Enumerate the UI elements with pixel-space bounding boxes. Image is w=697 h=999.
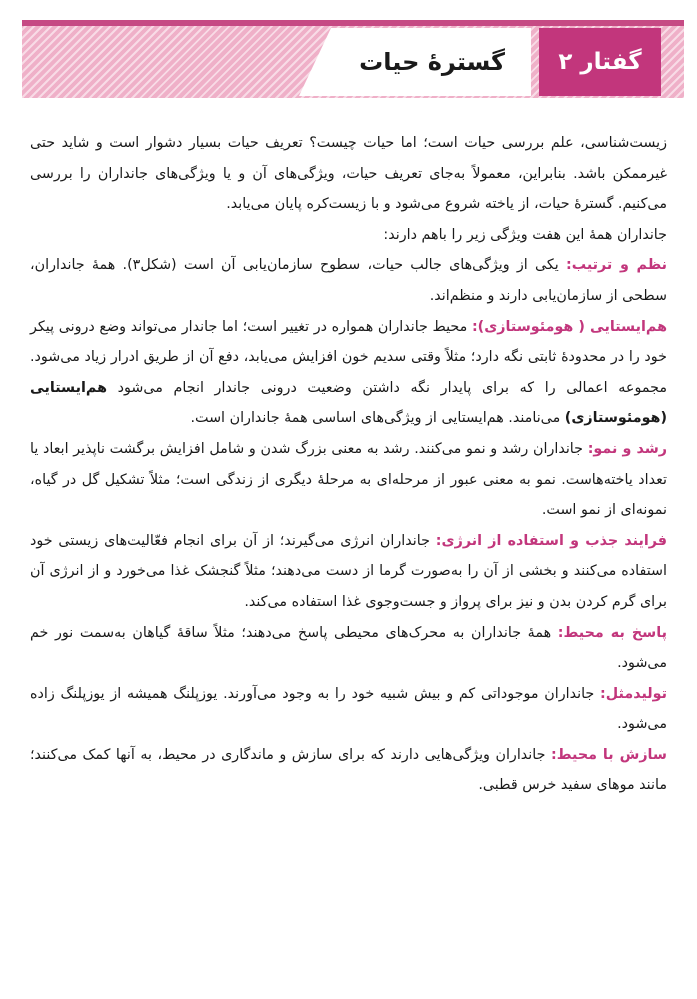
- text-response: همهٔ جانداران به محرک‌های محیطی پاسخ می‌دهند؛ مثلاً ساقهٔ گیاهان به‌سمت نور خم می‌شود.: [30, 624, 667, 672]
- text-adaptation: جانداران ویژگی‌هایی دارند که برای سازش و ماندگاری در محیط، به آنها کمک می‌کنند؛ مانند موهای سفید خرس قطبی.: [30, 746, 667, 794]
- paragraph-energy: [30, 526, 667, 618]
- text-order: یکی از ویژگی‌های جالب حیات، سطوح سازمان‌یابی آن است (شکل۳). همهٔ جانداران، سطحی از سازمان‌یابی دارند و منظم‌اند.: [30, 257, 667, 304]
- lead-paragraph: جانداران همهٔ این هفت ویژگی زیر را باهم دارند:: [383, 226, 667, 243]
- term-reproduction: تولیدمثل:: [600, 685, 667, 702]
- paragraph-growth: [30, 434, 667, 526]
- paragraph-reproduction: [30, 679, 667, 740]
- chapter-label: گفتار ۲: [558, 49, 642, 75]
- term-order: نظم و ترتیب:: [565, 257, 667, 274]
- bold-term-homeostasis: هم‌ایستایی (هومئوستازی): [30, 379, 667, 427]
- text-homeostasis-a: محیط جانداران همواره در تغییر است؛ اما جاندار می‌تواند وضع درونی پیکر خود را در محدودهٔ ثابتی نگه دارد؛ مثلاً وقتی سدیم خون افزایش می‌یابد، دفع آن از طریق ادرار زیاد می‌شود. مجموعه اعمالی را که برای پایدار نگه داشتن وضعیت درونی جاندار انجام می‌شود: [30, 318, 667, 396]
- intro-paragraph: زیست‌شناسی، علم بررسی حیات است؛ اما حیات چیست؟ تعریف حیات بسیار دشوار است و شاید حتی غیرممکن باشد. بنابراین، معمولاً به‌جای تعریف حیات، ویژگی‌های آن و یا ویژگی‌های جانداران را بررسی می‌کنیم. گسترهٔ حیات، از یاخته شروع می‌شود و با زیست‌کره پایان می‌یابد.: [30, 135, 667, 213]
- chapter-label-box: [539, 28, 661, 96]
- term-growth: رشد و نمو:: [587, 440, 667, 457]
- text-reproduction: جانداران موجوداتی کم و بیش شبیه خود را به وجود می‌آورند. یوزپلنگ همیشه از یوزپلنگ زاده می‌شود.: [30, 685, 667, 733]
- header-top-line: [22, 20, 684, 26]
- paragraph-homeostasis: [30, 312, 667, 434]
- chapter-title-box: [331, 28, 531, 96]
- body-text: [30, 128, 667, 801]
- term-energy: فرایند جذب و استفاده از انرژی:: [435, 532, 668, 549]
- text-growth: جانداران رشد و نمو می‌کنند. رشد به معنی بزرگ شدن و شامل افزایش برگشت ناپذیر ابعاد یا تعداد یاخته‌هاست. نمو به معنی عبور از مرحله‌ای به مرحلهٔ دیگری از زندگی است؛ مثلاً تشکیل گل در گیاه، نمونه‌ای از نمو است.: [30, 440, 667, 519]
- text-homeostasis-b: می‌نامند. هم‌ایستایی از ویژگی‌های اساسی همهٔ جانداران است.: [190, 410, 565, 427]
- term-homeostasis: هم‌ایستایی ( هومئوستازی):: [471, 318, 667, 335]
- term-adaptation: سازش با محیط:: [550, 746, 667, 763]
- chapter-title: گسترهٔ حیات: [359, 48, 505, 76]
- term-response: پاسخ به محیط:: [557, 624, 667, 641]
- paragraph-order: [30, 250, 667, 311]
- paragraph-adaptation: [30, 740, 667, 801]
- text-energy: جانداران انرژی می‌گیرند؛ از آن برای انجام فعّالیت‌های زیستی خود استفاده می‌کنند و بخشی از آن را به‌صورت گرما از دست می‌دهند؛ مثلاً گنجشک غذا می‌خورد و از انرژی آن برای گرم کردن بدن و نیز برای پرواز و جست‌وجوی غذا استفاده می‌کند.: [30, 532, 667, 610]
- paragraph-response: [30, 618, 667, 679]
